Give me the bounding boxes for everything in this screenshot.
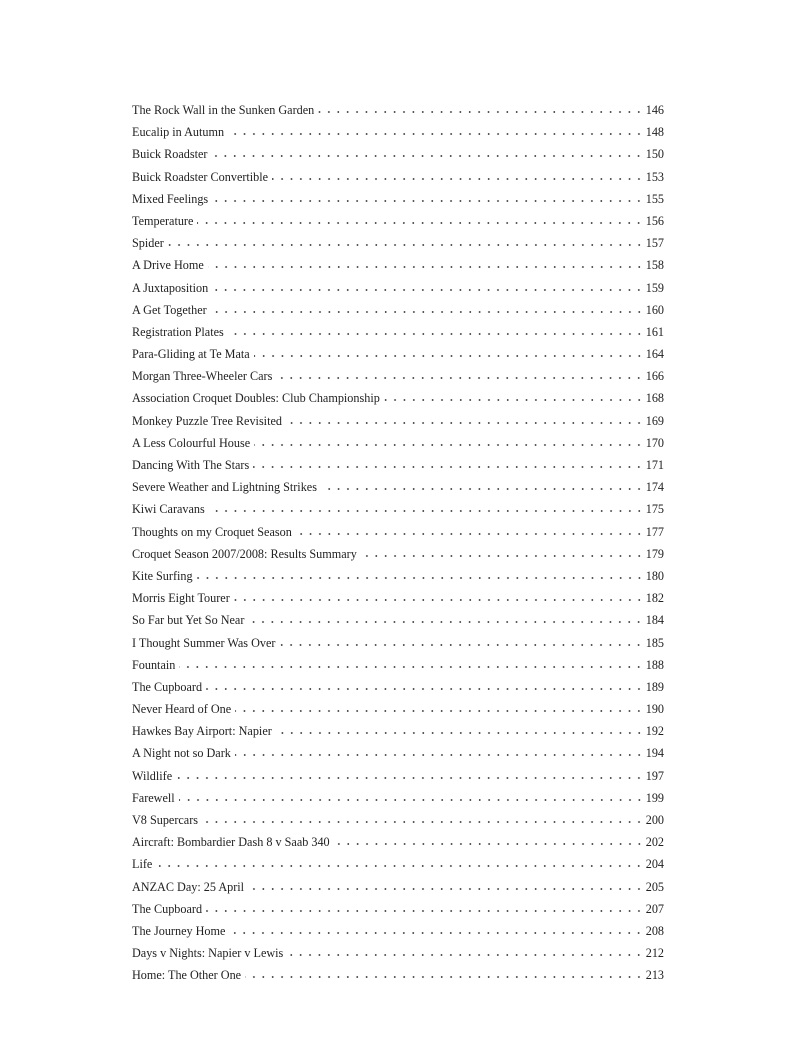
dot-leader xyxy=(179,657,643,669)
toc-entry[interactable] xyxy=(132,345,664,367)
toc-entry[interactable] xyxy=(132,101,664,123)
toc-entry[interactable] xyxy=(132,944,664,966)
toc-entry-title: Temperature xyxy=(132,213,194,228)
dot-leader xyxy=(254,435,644,447)
toc-entry-page-number: 168 xyxy=(645,391,664,406)
toc-entry-title: Never Heard of One xyxy=(132,702,232,717)
toc-entry-page-number: 192 xyxy=(645,724,664,739)
toc-entry-title: Severe Weather and Lightning Strikes xyxy=(132,480,317,495)
toc-entry-title: Eucalip in Autumn xyxy=(132,125,225,140)
toc-entry-title: Para-Gliding at Te Mata xyxy=(132,347,250,362)
dot-leader xyxy=(248,879,644,891)
dot-leader xyxy=(206,679,644,691)
dot-leader xyxy=(361,546,644,558)
toc-entry-title: A Get Together xyxy=(132,302,207,317)
dot-leader xyxy=(234,590,644,602)
toc-entry-page-number: 153 xyxy=(645,169,664,184)
toc-entry-title: Association Croquet Doubles: Club Championship xyxy=(132,391,380,406)
dot-leader xyxy=(197,213,643,225)
dot-leader xyxy=(208,257,644,269)
toc-entry-page-number: 204 xyxy=(645,857,664,872)
dot-leader xyxy=(156,856,643,868)
toc-entry-page-number: 158 xyxy=(645,258,664,273)
toc-entry-page-number: 213 xyxy=(645,968,664,983)
toc-entry-page-number: 155 xyxy=(645,191,664,206)
toc-entry[interactable] xyxy=(132,567,664,589)
toc-entry-page-number: 148 xyxy=(645,125,664,140)
dot-leader xyxy=(209,501,644,513)
dot-leader xyxy=(235,745,644,757)
toc-entry-page-number: 197 xyxy=(645,768,664,783)
toc-entry[interactable] xyxy=(132,634,664,656)
toc-entry-title: I Thought Summer Was Over xyxy=(132,635,276,650)
toc-entry[interactable] xyxy=(132,789,664,811)
toc-entry[interactable] xyxy=(132,323,664,345)
toc-entry[interactable] xyxy=(132,367,664,389)
dot-leader xyxy=(248,612,643,624)
toc-entry-title: A Less Colourful House xyxy=(132,435,251,450)
dot-leader xyxy=(279,635,643,647)
toc-entry-title: A Juxtaposition xyxy=(132,280,209,295)
toc-entry-title: Life xyxy=(132,857,153,872)
toc-entry-page-number: 179 xyxy=(645,546,664,561)
dot-leader xyxy=(235,701,644,713)
dot-leader xyxy=(276,368,643,380)
toc-entry[interactable] xyxy=(132,168,664,190)
toc-entry[interactable] xyxy=(132,878,664,900)
dot-leader xyxy=(168,235,644,247)
toc-entry[interactable] xyxy=(132,855,664,877)
dot-leader xyxy=(321,479,644,491)
toc-entry[interactable] xyxy=(132,767,664,789)
dot-leader xyxy=(211,146,643,158)
toc-entry[interactable] xyxy=(132,545,664,567)
toc-entry-title: The Cupboard xyxy=(132,901,203,916)
toc-entry[interactable] xyxy=(132,611,664,633)
toc-entry-title: Mixed Feelings xyxy=(132,191,209,206)
dot-leader xyxy=(254,346,644,358)
dot-leader xyxy=(286,413,644,425)
dot-leader xyxy=(276,723,644,735)
dot-leader xyxy=(212,191,644,203)
toc-entry-page-number: 174 xyxy=(645,480,664,495)
toc-entry[interactable] xyxy=(132,589,664,611)
toc-entry-page-number: 160 xyxy=(645,302,664,317)
toc-entry-title: Aircraft: Bombardier Dash 8 v Saab 340 xyxy=(132,835,330,850)
toc-entry-title: Buick Roadster xyxy=(132,147,208,162)
toc-entry-page-number: 205 xyxy=(645,879,664,894)
dot-leader xyxy=(228,124,644,136)
toc-entry-title: Fountain xyxy=(132,657,176,672)
toc-entry-page-number: 184 xyxy=(645,613,664,628)
toc-entry[interactable] xyxy=(132,145,664,167)
dot-leader xyxy=(197,568,644,580)
dot-leader xyxy=(211,302,644,314)
toc-entry[interactable] xyxy=(132,922,664,944)
toc-entry[interactable] xyxy=(132,678,664,700)
toc-entry[interactable] xyxy=(132,212,664,234)
toc-entry-title: The Cupboard xyxy=(132,679,203,694)
toc-entry-page-number: 161 xyxy=(645,324,664,339)
toc-entry[interactable] xyxy=(132,412,664,434)
toc-entry-title: The Journey Home xyxy=(132,923,226,938)
toc-entry-title: Morgan Three-Wheeler Cars xyxy=(132,369,273,384)
toc-entry-title: A Drive Home xyxy=(132,258,204,273)
toc-entry-page-number: 159 xyxy=(645,280,664,295)
toc-entry[interactable] xyxy=(132,744,664,766)
toc-entry[interactable] xyxy=(132,966,664,988)
toc-entry[interactable] xyxy=(132,279,664,301)
toc-entry-title: Dancing With The Stars xyxy=(132,458,250,472)
toc-entry[interactable] xyxy=(132,900,664,922)
toc-entry[interactable] xyxy=(132,700,664,722)
toc-entry-page-number: 166 xyxy=(645,369,664,384)
toc-entry-title: Home: The Other One xyxy=(132,968,242,983)
dot-leader xyxy=(318,102,643,114)
toc-entry-page-number: 189 xyxy=(645,679,664,694)
dot-leader xyxy=(176,768,644,780)
toc-entry-page-number: 190 xyxy=(645,702,664,717)
toc-entry-page-number: 182 xyxy=(645,591,664,606)
toc-entry-title: The Rock Wall in the Sunken Garden xyxy=(132,103,315,117)
toc-entry-page-number: 146 xyxy=(645,103,664,117)
toc-entry-title: A Night not so Dark xyxy=(132,746,231,761)
toc-entry-page-number: 202 xyxy=(645,835,664,850)
toc-entry-title: So Far but Yet So Near xyxy=(132,613,245,628)
toc-entry[interactable] xyxy=(132,811,664,833)
toc-entry-page-number: 185 xyxy=(645,635,664,650)
toc-entry-page-number: 156 xyxy=(645,213,664,228)
toc-entry-page-number: 194 xyxy=(645,746,664,761)
toc-entry-page-number: 200 xyxy=(645,813,664,827)
toc-entry-title: Wildlife xyxy=(132,768,173,783)
toc-entry-title: Kiwi Caravans xyxy=(132,502,205,517)
toc-entry-page-number: 208 xyxy=(645,923,664,938)
dot-leader xyxy=(202,812,644,824)
toc-entry-title: ANZAC Day: 25 April xyxy=(132,879,245,894)
toc-entry-title: Croquet Season 2007/2008: Results Summary xyxy=(132,546,357,561)
dot-leader xyxy=(179,790,644,802)
toc-entry-page-number: 164 xyxy=(645,347,664,362)
dot-leader xyxy=(334,834,644,846)
toc-entry-title: Buick Roadster Convertible xyxy=(132,169,269,184)
toc-entry-title: Monkey Puzzle Tree Revisited xyxy=(132,413,282,428)
toc-entry-page-number: 170 xyxy=(645,435,664,450)
toc-entry-page-number: 171 xyxy=(645,458,664,472)
toc-entry-title: Farewell xyxy=(132,790,175,805)
toc-entry-page-number: 177 xyxy=(645,524,664,539)
toc-entry-title: V8 Supercars xyxy=(132,813,198,827)
toc-entry-page-number: 157 xyxy=(645,236,664,251)
toc-entry-page-number: 180 xyxy=(645,568,664,583)
toc-entry-page-number: 169 xyxy=(645,413,664,428)
toc-entry[interactable] xyxy=(132,656,664,678)
toc-entry[interactable] xyxy=(132,456,664,478)
toc-entry-title: Spider xyxy=(132,236,164,251)
toc-entry[interactable] xyxy=(132,833,664,855)
dot-leader xyxy=(296,524,644,536)
dot-leader xyxy=(384,390,644,402)
dot-leader xyxy=(228,324,644,336)
dot-leader xyxy=(272,169,644,181)
dot-leader xyxy=(287,945,643,957)
toc-entry[interactable] xyxy=(132,478,664,500)
toc-entry-title: Morris Eight Tourer xyxy=(132,591,230,606)
toc-entry-page-number: 175 xyxy=(645,502,664,517)
toc-entry[interactable] xyxy=(132,301,664,323)
toc-entry[interactable] xyxy=(132,523,664,545)
dot-leader xyxy=(212,280,644,292)
toc-entry[interactable] xyxy=(132,123,664,145)
toc-entry[interactable] xyxy=(132,434,664,456)
dot-leader xyxy=(229,923,643,935)
toc-entry-page-number: 188 xyxy=(645,657,664,672)
toc-entry-title: Kite Surfing xyxy=(132,568,193,583)
toc-entry[interactable] xyxy=(132,256,664,278)
toc-entry[interactable] xyxy=(132,722,664,744)
table-of-contents xyxy=(132,101,664,989)
toc-entry-page-number: 150 xyxy=(645,147,664,162)
toc-entry-page-number: 207 xyxy=(645,901,664,916)
toc-entry-page-number: 212 xyxy=(645,946,664,961)
toc-entry[interactable] xyxy=(132,500,664,522)
dot-leader xyxy=(245,967,644,979)
toc-entry[interactable] xyxy=(132,389,664,411)
toc-entry-title: Thoughts on my Croquet Season xyxy=(132,524,292,539)
toc-entry-title: Days v Nights: Napier v Lewis xyxy=(132,946,284,961)
dot-leader xyxy=(206,901,644,913)
toc-entry-title: Hawkes Bay Airport: Napier xyxy=(132,724,272,739)
dot-leader xyxy=(253,457,644,469)
toc-entry-page-number: 199 xyxy=(645,790,664,805)
toc-entry[interactable] xyxy=(132,190,664,212)
toc-entry-title: Registration Plates xyxy=(132,324,224,339)
toc-entry[interactable] xyxy=(132,234,664,256)
